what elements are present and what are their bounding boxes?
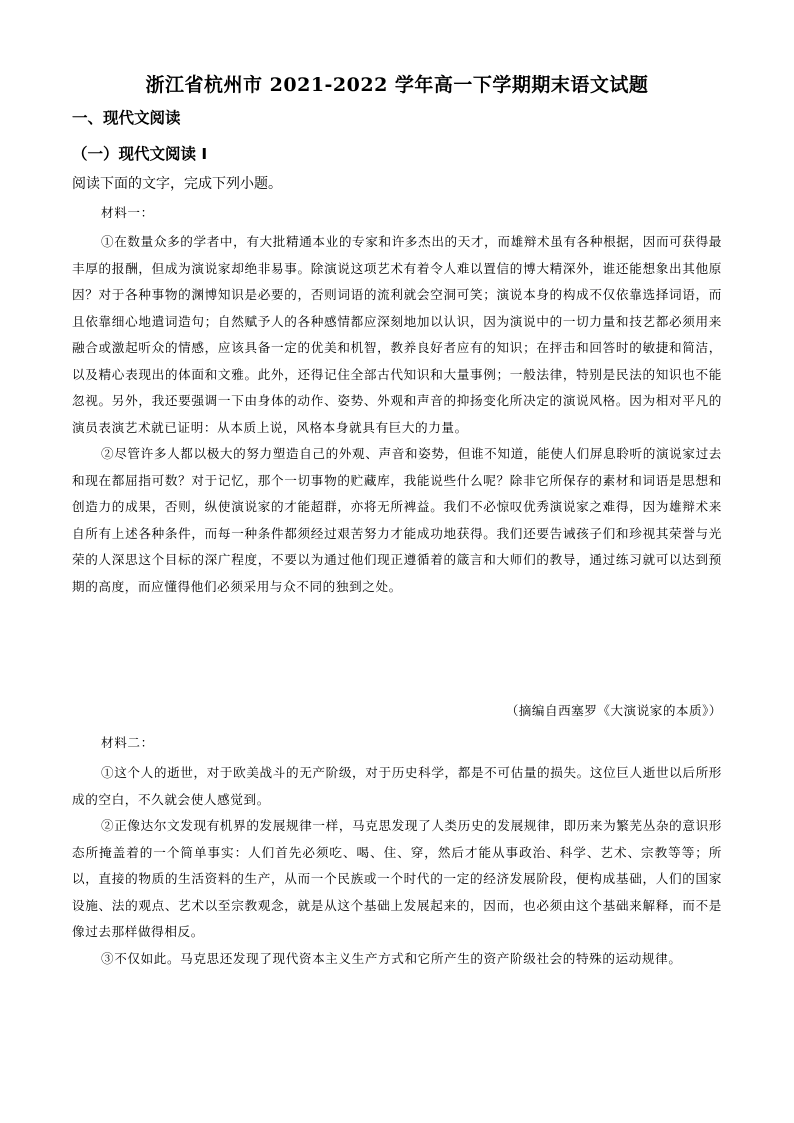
instruction-text: 阅读下面的文字，完成下列小题。 xyxy=(72,176,282,192)
subsection-heading: （一）现代文阅读 I xyxy=(72,145,208,163)
material-1-paragraph-1: ①在数量众多的学者中，有大批精通本业的专家和许多杰出的天才，而雄辩术虽有各种根据，因而可获得最丰厚的报酬，但成为演说家却绝非易事。除演说这项艺术有着令人难以置信的博大精深外，谁还能想象出其他原因？对于各种事物的渊博知识是必要的，否则词语的流利就会空洞可笑；演说本身的构成不仅依靠选择词语，而且依靠细心地遣词造句；自然赋予人的各种感情都应深刻地加以认识，因为演说中的一切力量和技艺都必须用来融合或激起听众的情感，应该具备一定的优美和机智，教养良好者应有的知识；在抨击和回答时的敏捷和简洁，以及精心表现出的体面和文雅。此外，还得记住全部古代知识和大量事例；一般法律，特别是民法的知识也不能忽视。另外，我还要强调一下由身体的动作、姿势、外观和声音的抑扬变化所决定的演说风格。因为相对平凡的演员表演艺术就已证明：从本质上说，风格本身就具有巨大的力量。 xyxy=(72,234,722,435)
material-2-paragraph-3: ③不仅如此。马克思还发现了现代资本主义生产方式和它所产生的资产阶级社会的特殊的运动规律。 xyxy=(101,950,682,966)
material-1-source: （摘编自西塞罗《大演说家的本质》） xyxy=(505,703,722,718)
material-2-paragraph-2: ②正像达尔文发现有机界的发展规律一样，马克思发现了人类历史的发展规律，即历来为繁芜丛杂的意识形态所掩盖着的一个简单事实：人们首先必须吃、喝、住、穿，然后才能从事政治、科学、艺术、宗教等等；所以，直接的物质的生活资料的生产，从而一个民族或一个时代的一定的经济发展阶段，便构成基础，人们的国家设施、法的观点、艺术以至宗教观念，就是从这个基础上发展起来的，因而，也必须由这个基础来解释，而不是像过去那样做得相反。 xyxy=(72,818,722,939)
material-2-label: 材料二： xyxy=(101,735,154,750)
material-2-paragraph-1: ①这个人的逝世，对于欧美战斗的无产阶级，对于历史科学，都是不可估量的损失。这位巨人逝世以后所形成的空白，不久就会使人感觉到。 xyxy=(72,765,722,807)
material-1-body xyxy=(72,229,722,600)
material-2-body xyxy=(72,760,722,972)
material-1-paragraph-2: ②尽管许多人都以极大的努力塑造自己的外观、声音和姿势，但谁不知道，能使人们屏息聆听的演说家过去和现在都屈指可数？对于记忆，那个一切事物的贮藏库，我能说些什么呢？除非它所保存的素材和词语是思想和创造力的成果，否则，纵使演说家的才能超群，亦将无所裨益。我们不必惊叹优秀演说家之难得，因为雄辩术来自所有上述各种条件，而每一种条件都须经过艰苦努力才能成功地获得。我们还要告诫孩子们和珍视其荣誉与光荣的人深思这个目标的深广程度，不要以为通过他们现正遵循着的箴言和大师们的教导，通过练习就可以达到预期的高度，而应懂得他们必须采用与众不同的独到之处。 xyxy=(72,446,722,594)
page-title: 浙江省杭州市 2021-2022 学年高一下学期期末语文试题 xyxy=(145,74,649,96)
section-heading: 一、现代文阅读 xyxy=(72,109,181,127)
material-1-label: 材料一： xyxy=(101,205,154,220)
